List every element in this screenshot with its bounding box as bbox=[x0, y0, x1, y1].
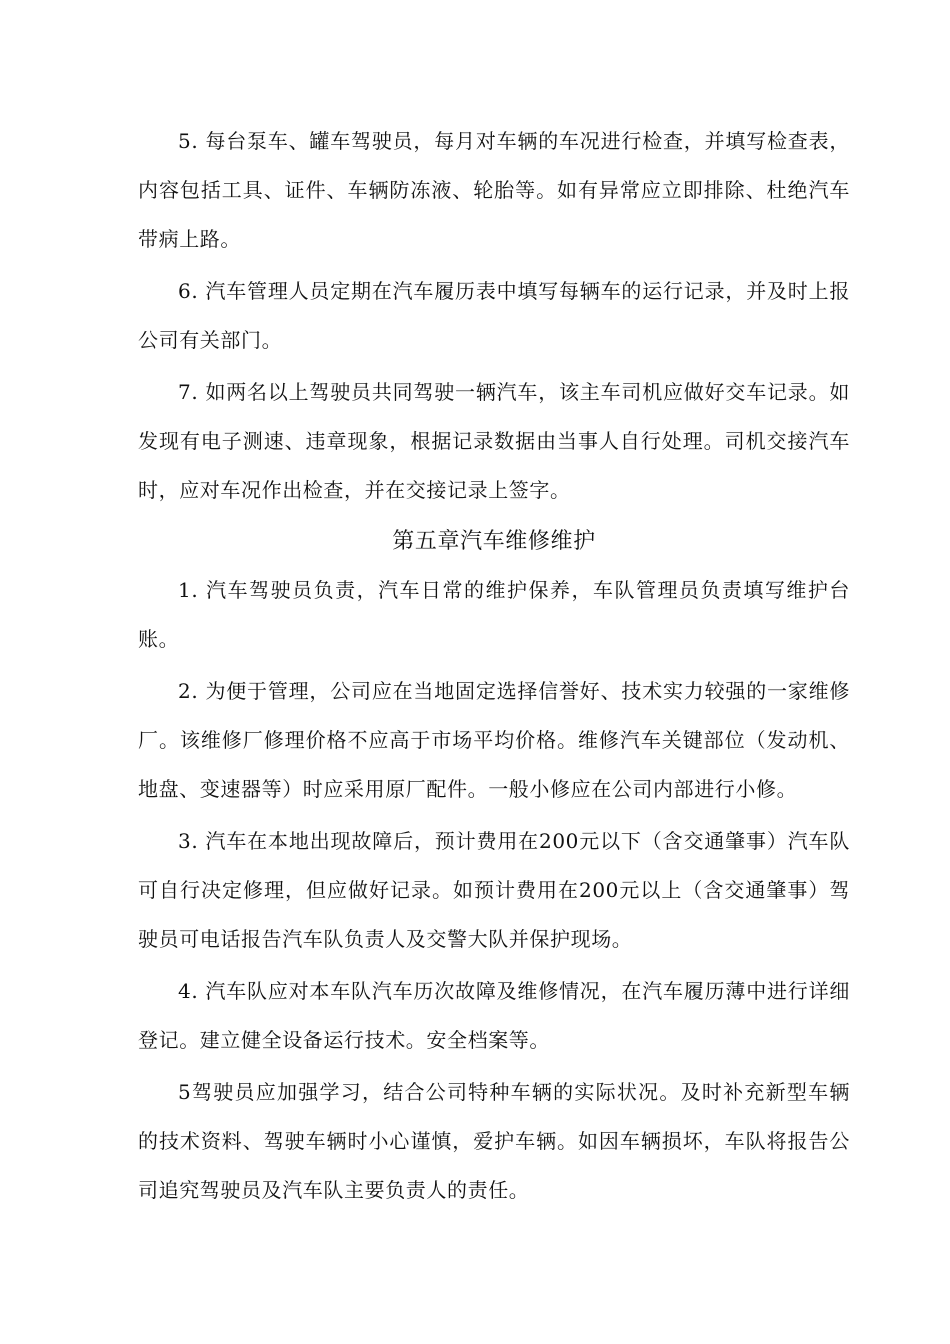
paragraph-item-1: 1. 汽车驾驶员负责，汽车日常的维护保养，车队管理员负责填写维护台账。 bbox=[138, 578, 850, 651]
paragraph-item-5b: 5驾驶员应加强学习，结合公司特种车辆的实际状况。及时补充新型车辆的技术资料、驾驶车辆时小心谨慎，爱护车辆。如因车辆损坏，车队将报告公司追究驾驶员及汽车队主要负责人的责任。 bbox=[138, 1080, 850, 1202]
chapter-title: 第五章汽车维修维护 bbox=[392, 529, 596, 554]
paragraph-item-3: 3. 汽车在本地出现故障后，预计费用在200元以下（含交通肇事）汽车队可自行决定修理，但应做好记录。如预计费用在200元以上（含交通肇事）驾驶员可电话报告汽车队负责人及交警大队并保护现场。 bbox=[138, 829, 850, 951]
document-body bbox=[138, 117, 850, 1218]
paragraph-item-4: 4. 汽车队应对本车队汽车历次故障及维修情况，在汽车履历薄中进行详细登记。建立健全设备运行技术。安全档案等。 bbox=[138, 979, 850, 1052]
paragraph-item-7: 7. 如两名以上驾驶员共同驾驶一辆汽车，该主车司机应做好交车记录。如发现有电子测速、违章现象，根据记录数据由当事人自行处理。司机交接汽车时，应对车况作出检查，并在交接记录上签字。 bbox=[138, 380, 850, 502]
paragraph-item-2: 2. 为便于管理，公司应在当地固定选择信誉好、技术实力较强的一家维修厂。该维修厂修理价格不应高于市场平均价格。维修汽车关键部位（发动机、地盘、变速器等）时应采用原厂配件。一般小修应在公司内部进行小修。 bbox=[138, 679, 850, 801]
paragraph-item-6: 6. 汽车管理人员定期在汽车履历表中填写每辆车的运行记录，并及时上报公司有关部门。 bbox=[138, 279, 850, 352]
paragraph-item-5: 5. 每台泵车、罐车驾驶员，每月对车辆的车况进行检查，并填写检查表，内容包括工具、证件、车辆防冻液、轮胎等。如有异常应立即排除、杜绝汽车带病上路。 bbox=[138, 129, 850, 251]
